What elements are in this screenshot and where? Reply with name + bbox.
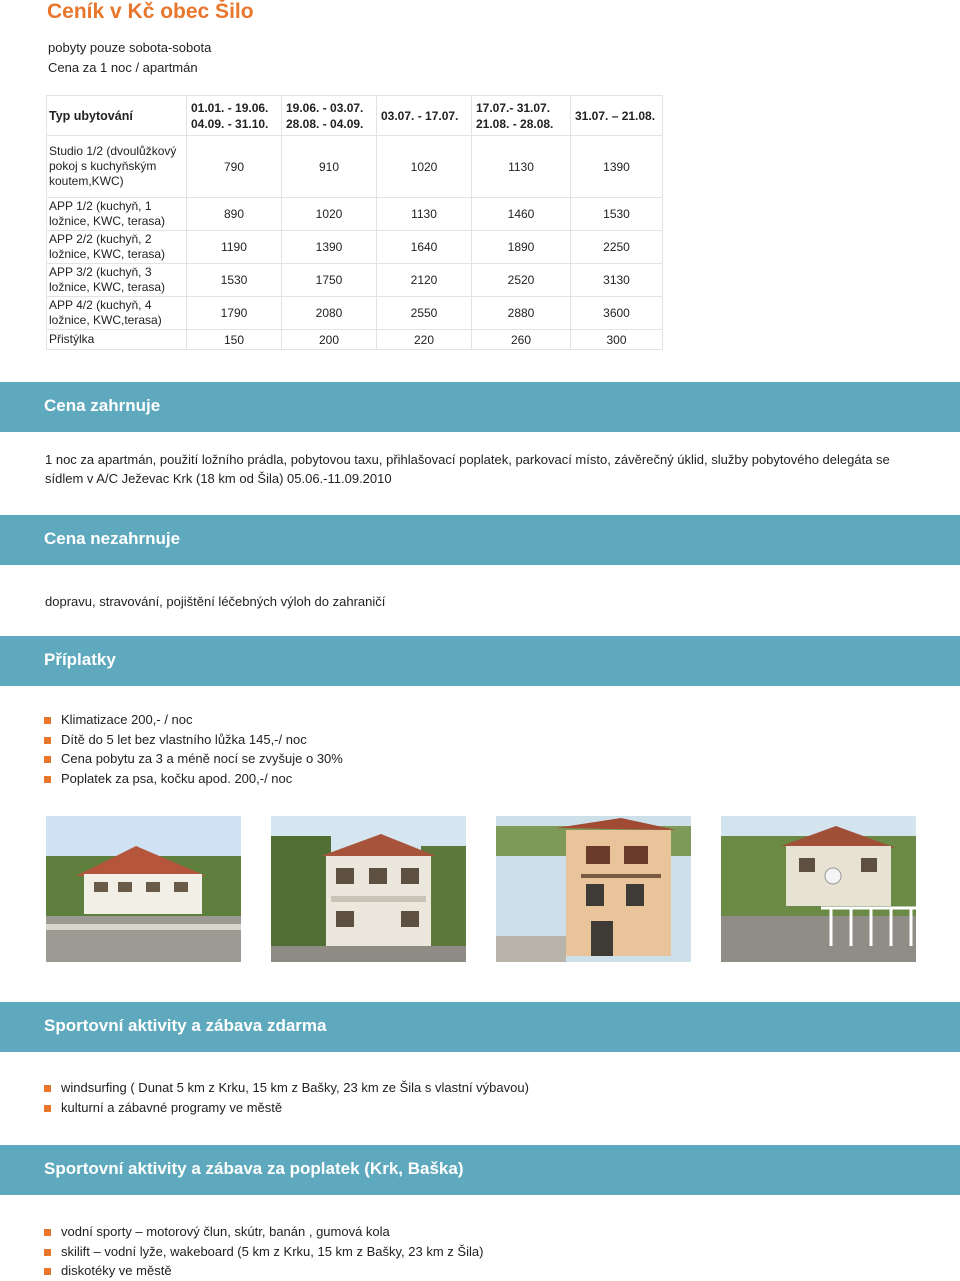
price-cell: 910 bbox=[282, 136, 377, 198]
price-cell: 1020 bbox=[282, 198, 377, 231]
row-label: APP 4/2 (kuchyň, 4 ložnice, KWC,terasa) bbox=[47, 297, 187, 330]
list-item: skilift – vodní lyže, wakeboard (5 km z Krku, 15 km z Bašky, 23 km z Šila) bbox=[44, 1242, 483, 1262]
period-header-3: 03.07. - 17.07. bbox=[377, 96, 472, 136]
price-cell: 150 bbox=[187, 330, 282, 350]
table-row bbox=[47, 330, 663, 350]
excludes-text: dopravu, stravování, pojištění léčebných výloh do zahraničí bbox=[45, 594, 386, 609]
price-cell: 2880 bbox=[472, 297, 571, 330]
price-cell: 790 bbox=[187, 136, 282, 198]
price-cell: 2250 bbox=[571, 231, 663, 264]
table-row bbox=[47, 136, 663, 198]
section-band-free-activities bbox=[0, 1002, 960, 1052]
list-item: Poplatek za psa, kočku apod. 200,-/ noc bbox=[44, 769, 343, 789]
list-item: vodní sporty – motorový člun, skútr, banán , gumová kola bbox=[44, 1222, 483, 1242]
section-band-surcharges bbox=[0, 636, 960, 686]
section-heading: Sportovní aktivity a zábava za poplatek (Krk, Baška) bbox=[44, 1159, 464, 1178]
row-label: APP 3/2 (kuchyň, 3 ložnice, KWC, terasa) bbox=[47, 264, 187, 297]
price-cell: 260 bbox=[472, 330, 571, 350]
section-heading: Cena nezahrnuje bbox=[44, 529, 181, 548]
price-cell: 2080 bbox=[282, 297, 377, 330]
type-header: Typ ubytování bbox=[47, 96, 187, 136]
price-cell: 300 bbox=[571, 330, 663, 350]
price-cell: 1790 bbox=[187, 297, 282, 330]
price-cell: 3600 bbox=[571, 297, 663, 330]
price-cell: 2520 bbox=[472, 264, 571, 297]
section-heading: Příplatky bbox=[44, 650, 116, 669]
page-title: Ceník v Kč obec Šilo bbox=[47, 0, 254, 23]
section-band-paid-activities bbox=[0, 1145, 960, 1195]
house-photo-1 bbox=[46, 816, 241, 962]
section-heading: Sportovní aktivity a zábava zdarma bbox=[44, 1016, 327, 1035]
table-row bbox=[47, 198, 663, 231]
price-cell: 200 bbox=[282, 330, 377, 350]
price-cell: 1890 bbox=[472, 231, 571, 264]
price-cell: 220 bbox=[377, 330, 472, 350]
section-band-includes bbox=[0, 382, 960, 432]
period-header-4: 17.07.- 31.07. 21.08. - 28.08. bbox=[472, 96, 571, 136]
paid-activities-list bbox=[44, 1222, 483, 1281]
price-cell: 890 bbox=[187, 198, 282, 231]
house-photo-4 bbox=[721, 816, 916, 962]
price-cell: 1190 bbox=[187, 231, 282, 264]
subtitle-price-unit: Cena za 1 noc / apartmán bbox=[48, 60, 198, 75]
price-cell: 1530 bbox=[187, 264, 282, 297]
house-photo-2 bbox=[271, 816, 466, 962]
period-header-5: 31.07. – 21.08. bbox=[571, 96, 663, 136]
period-header-2: 19.06. - 03.07. 28.08. - 04.09. bbox=[282, 96, 377, 136]
period-header-1: 01.01. - 19.06. 04.09. - 31.10. bbox=[187, 96, 282, 136]
house-photo-3 bbox=[496, 816, 691, 962]
price-cell: 2550 bbox=[377, 297, 472, 330]
table-row bbox=[47, 264, 663, 297]
price-cell: 1640 bbox=[377, 231, 472, 264]
list-item: diskotéky ve městě bbox=[44, 1261, 483, 1281]
list-item: Cena pobytu za 3 a méně nocí se zvyšuje o 30% bbox=[44, 749, 343, 769]
price-cell: 1530 bbox=[571, 198, 663, 231]
price-cell: 2120 bbox=[377, 264, 472, 297]
list-item: Dítě do 5 let bez vlastního lůžka 145,-/ noc bbox=[44, 730, 343, 750]
list-item: windsurfing ( Dunat 5 km z Krku, 15 km z Bašky, 23 km ze Šila s vlastní výbavou) bbox=[44, 1078, 529, 1098]
table-row bbox=[47, 231, 663, 264]
subtitle-stay-rule: pobyty pouze sobota-sobota bbox=[48, 40, 212, 55]
price-cell: 1020 bbox=[377, 136, 472, 198]
row-label: APP 2/2 (kuchyň, 2 ložnice, KWC, terasa) bbox=[47, 231, 187, 264]
row-label: Studio 1/2 (dvoulůžkový pokoj s kuchyňským koutem,KWC) bbox=[47, 136, 187, 198]
list-item: kulturní a zábavné programy ve městě bbox=[44, 1098, 529, 1118]
row-label: Přistýlka bbox=[47, 330, 187, 350]
price-cell: 1750 bbox=[282, 264, 377, 297]
price-cell: 1130 bbox=[377, 198, 472, 231]
surcharges-list bbox=[44, 710, 343, 788]
price-table-header-row bbox=[47, 96, 663, 136]
table-row bbox=[47, 297, 663, 330]
row-label: APP 1/2 (kuchyň, 1 ložnice, KWC, terasa) bbox=[47, 198, 187, 231]
list-item: Klimatizace 200,- / noc bbox=[44, 710, 343, 730]
price-cell: 1390 bbox=[282, 231, 377, 264]
section-heading: Cena zahrnuje bbox=[44, 396, 161, 415]
price-cell: 1460 bbox=[472, 198, 571, 231]
price-table bbox=[46, 95, 663, 350]
price-cell: 1390 bbox=[571, 136, 663, 198]
includes-text: 1 noc za apartmán, použití ložního prádla, pobytovou taxu, přihlašovací poplatek, parkovací místo, závěrečný úklid, služby pobytového delegáta se sídlem v A/C Ježevac Krk (18 km od Šila) 05.06.-11.09.2010 bbox=[45, 452, 890, 486]
price-cell: 1130 bbox=[472, 136, 571, 198]
price-cell: 3130 bbox=[571, 264, 663, 297]
free-activities-list bbox=[44, 1078, 529, 1117]
section-band-excludes bbox=[0, 515, 960, 565]
